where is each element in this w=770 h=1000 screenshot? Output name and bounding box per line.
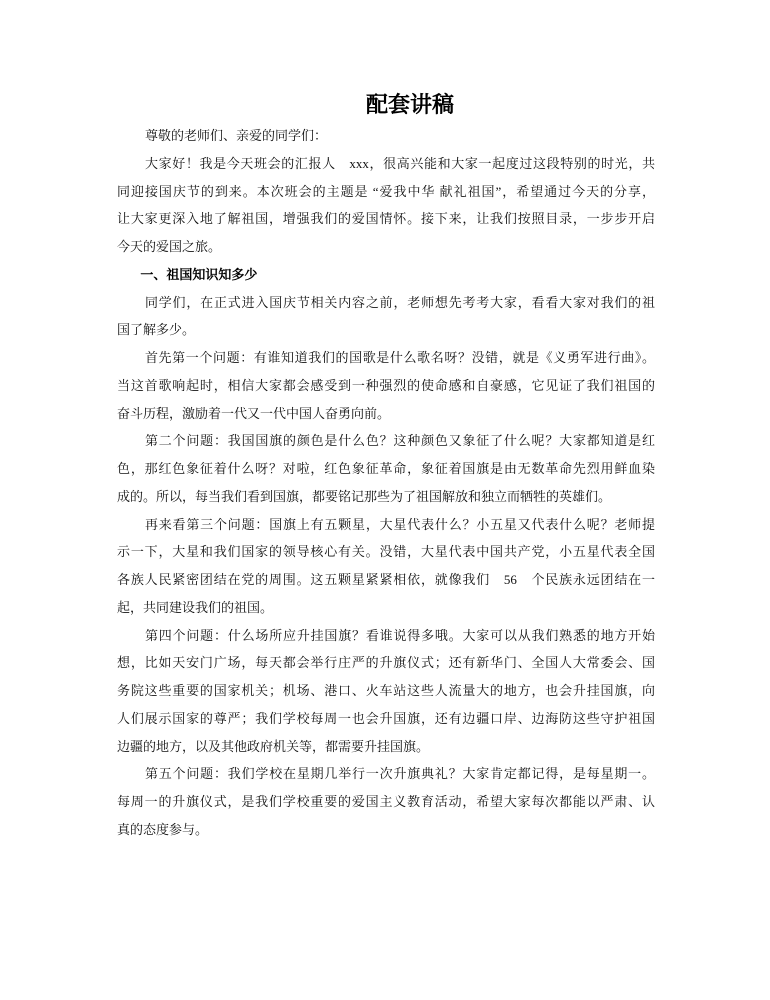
text-line: 务院这些重要的国家机关；机场、港口、火车站这些人流量大的地方，也会升挂国旗，向 [117, 683, 655, 698]
paragraph [117, 122, 655, 150]
text-line: 示一下，大星和我们国家的领导核心有关。没错，大星代表中国共产党，小五星代表全国 [117, 544, 655, 560]
text-line: 首先第一个问题：有谁知道我们的国歌是什么歌名呀？没错，就是《义勇军进行曲》。 [144, 350, 655, 365]
document-title: 配套讲稿 [365, 92, 454, 117]
paragraph [117, 344, 655, 427]
text-line: 想，比如天安门广场，每天都会举行庄严的升旗仪式；还有新华门、全国人大常委会、国 [117, 655, 655, 671]
text-line: 同迎接国庆节的到来。本次班会的主题是 “爱我中华 献礼祖国”，希望通过今天的分享， [117, 183, 655, 199]
text-line: 第四个问题：什么场所应升挂国旗？看谁说得多哦。大家可以从我们熟悉的地方开始 [144, 627, 655, 643]
paragraph [117, 289, 655, 345]
text-line: 当这首歌响起时，相信大家都会感受到一种强烈的使命感和自豪感，它见证了我们祖国的 [117, 377, 655, 393]
text-line: 再来看第三个问题：国旗上有五颗星，大星代表什么？小五星又代表什么呢？老师提 [144, 516, 655, 532]
text-line: 边疆的地方，以及其他政府机关等，都需要升挂国旗。 [117, 738, 430, 754]
document-page [117, 88, 655, 844]
paragraph [117, 622, 655, 761]
text-line: 大家好！我是今天班会的汇报人 xxx，很高兴能和大家一起度过这段特别的时光，共 [144, 155, 655, 171]
text-line: 每周一的升旗仪式，是我们学校重要的爱国主义教育活动，希望大家每次都能以严肃、认 [117, 794, 655, 809]
text-line: 第二个问题：我国国旗的颜色是什么色？这种颜色又象征了什么呢？大家都知道是红 [144, 433, 655, 449]
text-line: 起，共同建设我们的祖国。 [117, 599, 274, 615]
text-line: 成的。所以，每当我们看到国旗，都要铭记那些为了祖国解放和独立而牺牲的英雄们。 [117, 488, 612, 504]
text-line: 尊敬的老师们、亲爱的同学们： [144, 128, 327, 143]
heading-text: 一、祖国知识知多少 [140, 266, 258, 282]
text-line: 国了解多少。 [117, 322, 196, 338]
text-line: 第五个问题：我们学校在星期几举行一次升旗典礼？大家肯定都记得，是每星期一。 [144, 766, 655, 782]
paragraph [117, 760, 655, 843]
text-line: 让大家更深入地了解祖国，增强我们的爱国情怀。接下来，让我们按照目录，一步步开启 [117, 211, 655, 227]
text-line: 同学们，在正式进入国庆节相关内容之前，老师想先考考大家，看看大家对我们的祖 [144, 294, 655, 310]
text-line: 奋斗历程，激励着一代又一代中国人奋勇向前。 [117, 405, 391, 421]
paragraph [117, 511, 655, 622]
text-line: 人们展示国家的尊严；我们学校每周一也会升国旗，还有边疆口岸、边海防这些守护祖国 [117, 710, 655, 726]
text-line: 各族人民紧密团结在党的周围。这五颗星紧紧相依，就像我们 56 个民族永远团结在一 [117, 572, 655, 587]
text-line: 今天的爱国之旅。 [117, 239, 222, 254]
paragraph [117, 150, 655, 261]
paragraph [117, 427, 655, 510]
document-body [117, 122, 655, 844]
text-line: 真的态度参与。 [117, 821, 209, 837]
text-line: 色，那红色象征着什么呀？对啦，红色象征革命，象征着国旗是由无数革命先烈用鲜血染 [117, 461, 655, 476]
section-heading [117, 261, 655, 289]
